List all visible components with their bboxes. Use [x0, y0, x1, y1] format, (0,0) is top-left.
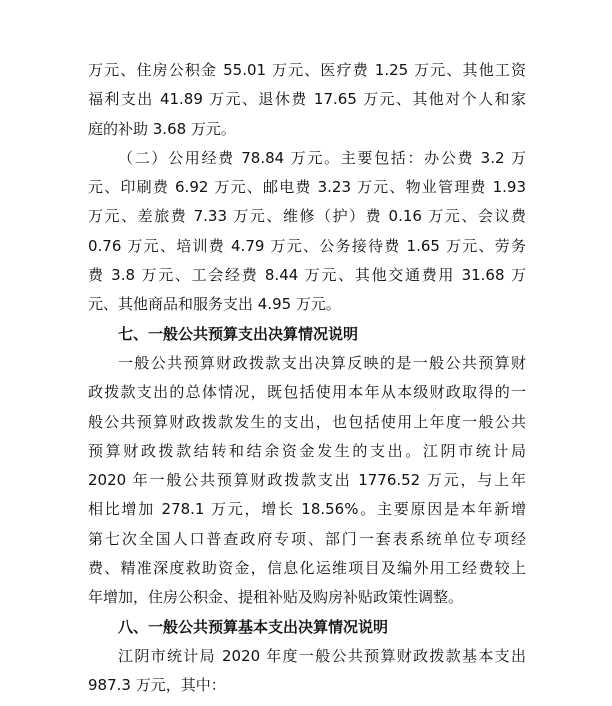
paragraph-public-expenses [88, 144, 526, 320]
section-heading-7: 七、一般公共预算支出决算情况说明 [118, 324, 359, 343]
paragraph-section-7-body [88, 349, 526, 613]
text-line: 年增加，住房公积金、提租补贴及购房补贴政策性调整。 [88, 588, 464, 607]
text-line: 庭的补助 3.68 万元。 [88, 119, 236, 138]
text-line: 元、其他商品和服务支出 4.95 万元。 [88, 295, 341, 314]
text-line: 987.3 万元，其中： [88, 676, 226, 695]
text-line: 相比增加 278.1 万元，增长 18.56%。主要原因是本年新增 [88, 500, 526, 519]
text-line: 预算财政拨款结转和结余资金发生的支出。江阴市统计局 [88, 441, 526, 460]
text-line: （二）公用经费 78.84 万元。主要包括：办公费 3.2 万 [118, 148, 526, 167]
document-page [88, 56, 526, 701]
text-line: 费 3.8 万元、工会经费 8.44 万元、其他交通费用 31.68 万 [88, 266, 526, 285]
text-line: 费、精准深度救助资金，信息化运维项目及编外用工经费较上 [88, 559, 526, 578]
section-heading-8: 八、一般公共预算基本支出决算情况说明 [118, 617, 389, 636]
text-line: 般公共预算财政拨款发生的支出，也包括使用上年度一般公共 [88, 412, 526, 431]
paragraph-section-8-body [88, 642, 526, 701]
text-line: 江阴市统计局 2020 年度一般公共预算财政拨款基本支出 [118, 646, 526, 665]
text-line: 万元、差旅费 7.33 万元、维修（护）费 0.16 万元、会议费 [88, 207, 526, 226]
text-line: 第七次全国人口普查政府专项、部门一套表系统单位专项经 [88, 529, 526, 548]
text-line: 政拨款支出的总体情况，既包括使用本年从本级财政取得的一 [88, 383, 526, 402]
text-line: 福利支出 41.89 万元、退休费 17.65 万元、其他对个人和家 [88, 90, 526, 109]
paragraph-personnel-continued [88, 56, 526, 144]
text-line: 万元、住房公积金 55.01 万元、医疗费 1.25 万元、其他工资 [88, 61, 526, 79]
text-line: 2020 年一般公共预算财政拨款支出 1776.52 万元，与上年 [88, 471, 526, 490]
text-line: 一般公共预算财政拨款支出决算反映的是一般公共预算财 [118, 353, 526, 372]
text-line: 元、印刷费 6.92 万元、邮电费 3.23 万元、物业管理费 1.93 [88, 178, 526, 197]
text-line: 0.76 万元、培训费 4.79 万元、公务接待费 1.65 万元、劳务 [88, 236, 526, 255]
